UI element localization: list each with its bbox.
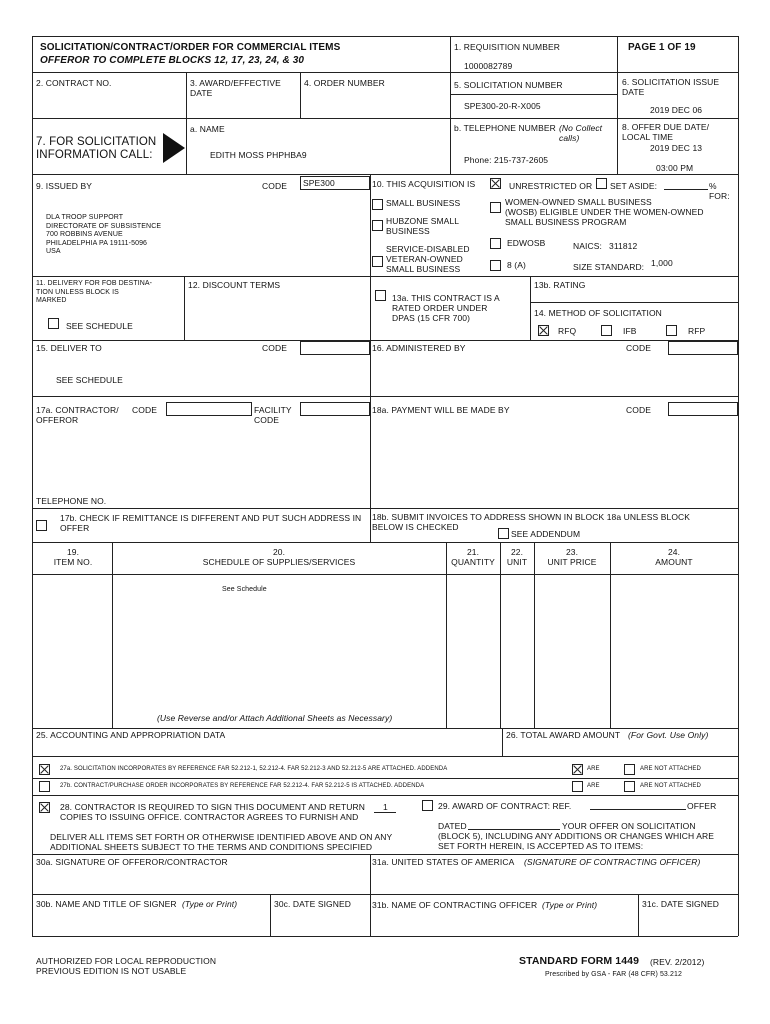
see-schedule-label: SEE SCHEDULE xyxy=(66,321,133,331)
total-award-note: (For Govt. Use Only) xyxy=(628,730,709,740)
solicitation-info-label: 7. FOR SOLICITATION INFORMATION CALL: xyxy=(36,136,157,161)
edwosb-label: EDWOSB xyxy=(507,238,546,248)
see-addendum-label: SEE ADDENDUM xyxy=(511,529,581,539)
telephone-note: (No Collect calls) xyxy=(559,123,603,143)
usa-label: 31a. UNITED STATES OF AMERICA xyxy=(372,857,515,867)
rfp-checkbox[interactable] xyxy=(666,325,677,336)
your-offer-label: YOUR OFFER ON SOLICITATION xyxy=(562,821,696,831)
officer-name-label: 31b. NAME OF CONTRACTING OFFICER xyxy=(372,900,538,910)
discount-terms-label: 12. DISCOUNT TERMS xyxy=(188,280,281,290)
solicitation-number-value[interactable]: SPE300-20-R-X005 xyxy=(464,101,541,111)
clause-27b-checkbox[interactable] xyxy=(39,781,50,792)
ifb-label: IFB xyxy=(623,326,637,336)
sf1449-form xyxy=(32,36,738,936)
rule xyxy=(32,36,33,936)
27a-are-label: ARE xyxy=(587,766,600,772)
small-business-checkbox[interactable] xyxy=(372,199,383,210)
wosb-label: WOMEN-OWNED SMALL BUSINESS (WOSB) ELIGIBLE UNDER THE WOMEN-OWNED SMALL BUSINESS PROGRAM xyxy=(505,197,704,227)
set-aside-percent-field[interactable] xyxy=(664,189,708,190)
remittance-label: 17b. CHECK IF REMITTANCE IS DIFFERENT AND PUT SUCH ADDRESS IN OFFER xyxy=(60,513,362,533)
page-count: PAGE 1 OF 19 xyxy=(628,42,696,53)
award-ref-field[interactable] xyxy=(590,809,686,810)
deliver-see-schedule: SEE SCHEDULE xyxy=(56,375,123,385)
size-standard-value[interactable]: 1,000 xyxy=(651,258,673,268)
form-subtitle: OFFEROR TO COMPLETE BLOCKS 12, 17, 23, 24, & 30 xyxy=(40,55,305,66)
issued-by-label: 9. ISSUED BY xyxy=(36,181,92,191)
rule xyxy=(32,36,738,37)
rule xyxy=(32,936,738,937)
signer-name-label: 30b. NAME AND TITLE OF SIGNER xyxy=(36,899,177,909)
ifb-checkbox[interactable] xyxy=(601,325,612,336)
method-label: 14. METHOD OF SOLICITATION xyxy=(534,308,662,318)
clause-27b-label: 27b. CONTRACT/PURCHASE ORDER INCORPORATES BY REFERENCE FAR 52.212-4. FAR 52.212-5 IS ATTACHED. ADDENDA xyxy=(60,783,425,789)
unrestricted-label: UNRESTRICTED OR xyxy=(509,181,593,191)
name-value[interactable]: EDITH MOSS PHPHBA9 xyxy=(210,150,307,160)
reproduction-note: AUTHORIZED FOR LOCAL REPRODUCTION PREVIOUS EDITION IS NOT USABLE xyxy=(36,956,217,976)
see-schedule-checkbox[interactable] xyxy=(48,318,59,329)
rated-order-label: 13a. THIS CONTRACT IS A RATED ORDER UNDER DPAS (15 CFR 700) xyxy=(392,293,500,323)
size-standard-label: SIZE STANDARD: xyxy=(573,262,645,272)
signer-name-note: (Type or Print) xyxy=(182,899,238,909)
dated-label: DATED xyxy=(438,821,467,831)
27b-are-not-label: ARE NOT ATTACHED xyxy=(640,783,701,789)
award-date-label: 3. AWARD/EFFECTIVE DATE xyxy=(190,78,281,98)
issued-by-address: DLA TROOP SUPPORT DIRECTORATE OF SUBSISTENCE 700 ROBBINS AVENUE PHILADELPHIA PA 19111-5096 USA xyxy=(46,214,162,255)
issue-date-label: 6. SOLICITATION ISSUE DATE xyxy=(622,77,720,97)
form-revision: (REV. 2/2012) xyxy=(650,957,705,967)
name-label: a. NAME xyxy=(190,124,225,134)
administered-code-box[interactable] xyxy=(668,341,738,355)
offer-due-time[interactable]: 03:00 PM xyxy=(656,163,694,173)
delivery-fob-label: 11. DELIVERY FOR FOB DESTINA- TION UNLESS BLOCK IS MARKED xyxy=(36,280,153,304)
accounting-label: 25. ACCOUNTING AND APPROPRIATION DATA xyxy=(36,730,226,740)
total-award-label: 26. TOTAL AWARD AMOUNT xyxy=(506,730,621,740)
27a-are-not-label: ARE NOT ATTACHED xyxy=(640,766,701,772)
issued-by-code-label: CODE xyxy=(262,181,287,191)
award-contract-checkbox[interactable] xyxy=(422,800,433,811)
requisition-label: 1. REQUISITION NUMBER xyxy=(454,42,561,52)
clause-27a-label: 27a. SOLICITATION INCORPORATES BY REFERENCE FAR 52.212-1, 52.212-4. FAR 52.212-3 AND 52.212-5 ARE ATTACHED. ADDENDA xyxy=(60,766,448,772)
naics-label: NAICS: xyxy=(573,241,602,251)
administered-code-label: CODE xyxy=(626,343,651,353)
see-addendum-checkbox[interactable] xyxy=(498,528,509,539)
rfq-label: RFQ xyxy=(558,326,577,336)
offer-label: OFFER xyxy=(687,801,717,811)
set-aside-checkbox[interactable] xyxy=(596,178,607,189)
award-contract-label: 29. AWARD OF CONTRACT: REF. xyxy=(438,801,572,811)
requisition-value[interactable]: 1000082789 xyxy=(464,61,513,71)
naics-value[interactable]: 311812 xyxy=(609,241,638,251)
27a-are-not-checkbox[interactable] xyxy=(624,764,635,775)
rating-label: 13b. RATING xyxy=(534,280,586,290)
copies-value: 1 xyxy=(383,802,388,812)
27b-are-label: ARE xyxy=(587,783,600,789)
offer-due-date[interactable]: 2019 DEC 13 xyxy=(650,143,703,153)
payment-code-box[interactable] xyxy=(668,402,738,416)
arrow-right-icon xyxy=(163,133,185,163)
offeror-signature-label: 30a. SIGNATURE OF OFFEROR/CONTRACTOR xyxy=(36,857,228,867)
copies-field[interactable] xyxy=(374,812,396,813)
contractor-code-label: CODE xyxy=(132,405,157,415)
sdvosb-checkbox[interactable] xyxy=(372,256,383,267)
small-business-label: SMALL BUSINESS xyxy=(386,198,461,208)
issue-date-value[interactable]: 2019 DEC 06 xyxy=(650,105,703,115)
prescribed-by: Prescribed by GSA - FAR (48 CFR) 53.212 xyxy=(545,971,682,978)
telephone-no-label: TELEPHONE NO. xyxy=(36,496,107,506)
submit-invoices-label: 18b. SUBMIT INVOICES TO ADDRESS SHOWN IN BLOCK 18a UNLESS BLOCK BELOW IS CHECKED xyxy=(372,512,691,532)
col-item-no: 19. ITEM NO. xyxy=(53,547,93,567)
solicitation-number-label: 5. SOLICITATION NUMBER xyxy=(454,80,563,90)
unrestricted-checkbox[interactable] xyxy=(490,178,501,189)
contractor-sign-text: 28. CONTRACTOR IS REQUIRED TO SIGN THIS DOCUMENT AND RETURN xyxy=(60,802,366,812)
edwosb-checkbox[interactable] xyxy=(490,238,501,249)
deliver-to-code-box[interactable] xyxy=(300,341,370,355)
rfq-checkbox[interactable] xyxy=(538,325,549,336)
offeror-date-label: 30c. DATE SIGNED xyxy=(274,899,352,909)
order-number-label: 4. ORDER NUMBER xyxy=(304,78,385,88)
officer-date-label: 31c. DATE SIGNED xyxy=(642,899,720,909)
contracting-officer-signature-note: (SIGNATURE OF CONTRACTING OFFICER) xyxy=(524,857,701,867)
clause-27a-checkbox[interactable] xyxy=(39,764,50,775)
contractor-sign-checkbox[interactable] xyxy=(39,802,50,813)
contractor-label: 17a. CONTRACTOR/ OFFEROR xyxy=(36,405,119,425)
facility-code-label: FACILITY CODE xyxy=(254,405,292,425)
hubzone-label: HUBZONE SMALL BUSINESS xyxy=(386,216,460,236)
eight-a-label: 8 (A) xyxy=(507,260,526,270)
col-unit: 22. UNIT xyxy=(506,547,528,567)
contract-no-label: 2. CONTRACT NO. xyxy=(36,78,112,88)
contractor-code-box[interactable] xyxy=(166,402,252,416)
payment-code-label: CODE xyxy=(626,405,651,415)
copies-text: COPIES TO ISSUING OFFICE. CONTRACTOR AGREES TO FURNISH AND xyxy=(60,812,359,822)
reverse-sheets-note: (Use Reverse and/or Attach Additional Sheets as Necessary) xyxy=(157,713,393,723)
col-quantity: 21. QUANTITY xyxy=(451,547,495,567)
col-amount: 24. AMOUNT xyxy=(655,547,693,567)
deliver-items-text: DELIVER ALL ITEMS SET FORTH OR OTHERWISE IDENTIFIED ABOVE AND ON ANY ADDITIONAL SHEETS SUBJECT TO THE TERMS AND CONDITIONS SPECIFIED xyxy=(50,832,393,852)
set-aside-label: SET ASIDE: xyxy=(610,181,658,191)
acquisition-label: 10. THIS ACQUISITION IS xyxy=(372,179,476,189)
eight-a-checkbox[interactable] xyxy=(490,260,501,271)
officer-name-note: (Type or Print) xyxy=(542,900,598,910)
27b-are-checkbox[interactable] xyxy=(572,781,583,792)
dated-field[interactable] xyxy=(468,829,560,830)
payment-by-label: 18a. PAYMENT WILL BE MADE BY xyxy=(372,405,510,415)
sdvosb-label: SERVICE-DISABLED VETERAN-OWNED SMALL BUSINESS xyxy=(386,244,470,274)
telephone-value[interactable]: Phone: 215-737-2605 xyxy=(464,155,549,165)
issued-by-code-value: SPE300 xyxy=(303,178,335,188)
facility-code-box[interactable] xyxy=(300,402,370,416)
remittance-checkbox[interactable] xyxy=(36,520,47,531)
col-unit-price: 23. UNIT PRICE xyxy=(547,547,597,567)
offer-due-label: 8. OFFER DUE DATE/ LOCAL TIME xyxy=(622,122,710,142)
form-number: STANDARD FORM 1449 xyxy=(519,955,640,967)
form-title: SOLICITATION/CONTRACT/ORDER FOR COMMERCIAL ITEMS xyxy=(40,42,341,53)
percent-for-label: % FOR: xyxy=(709,181,730,201)
block5-accepted-text: (BLOCK 5), INCLUDING ANY ADDITIONS OR CHANGES WHICH ARE SET FORTH HEREIN, IS ACCEPTED AS TO ITEMS: xyxy=(438,831,714,851)
rated-order-checkbox[interactable] xyxy=(375,290,386,301)
hubzone-checkbox[interactable] xyxy=(372,220,383,231)
rule xyxy=(738,36,739,936)
deliver-to-code-label: CODE xyxy=(262,343,287,353)
see-schedule-text: See Schedule xyxy=(222,586,267,593)
telephone-label: b. TELEPHONE NUMBER xyxy=(454,123,556,133)
27a-are-checkbox[interactable] xyxy=(572,764,583,775)
27b-are-not-checkbox[interactable] xyxy=(624,781,635,792)
rfp-label: RFP xyxy=(688,326,706,336)
col-schedule: 20. SCHEDULE OF SUPPLIES/SERVICES xyxy=(202,547,356,567)
deliver-to-label: 15. DELIVER TO xyxy=(36,343,102,353)
administered-by-label: 16. ADMINISTERED BY xyxy=(372,343,466,353)
wosb-checkbox[interactable] xyxy=(490,202,501,213)
